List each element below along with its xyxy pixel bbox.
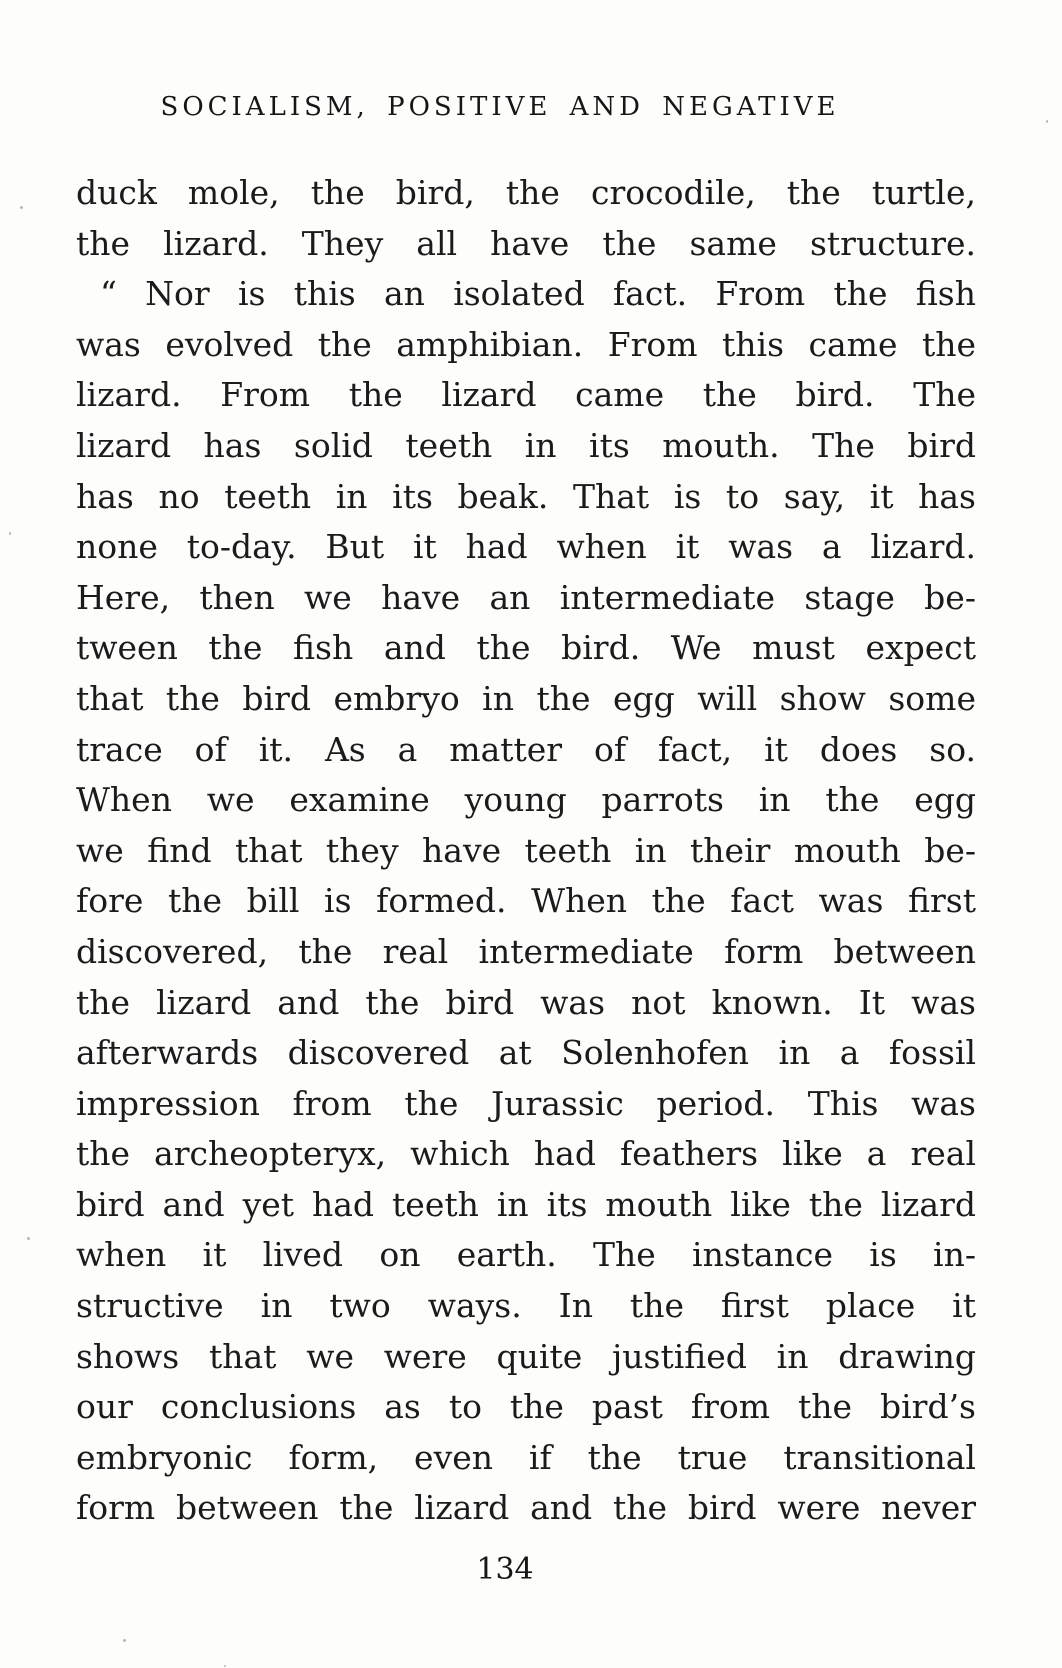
scan-speck [9, 532, 11, 535]
running-header: SOCIALISM, POSITIVE AND NEGATIVE [160, 92, 840, 122]
text-line: was evolved the amphibian. From this came the [76, 324, 976, 364]
text-line: the lizard. They all have the same structure. [76, 223, 976, 263]
text-line: duck mole, the bird, the crocodile, the turtle, [76, 173, 976, 212]
text-line: structive in two ways. In the first place it [76, 1286, 976, 1326]
text-line: discovered, the real intermediate form between [76, 931, 976, 971]
text-line: our conclusions as to the past from the bird’s [76, 1387, 976, 1427]
text-line: that the bird embryo in the egg will show some [76, 678, 976, 718]
text-line: shows that we were quite justified in drawing [76, 1336, 976, 1376]
text-line: Here, then we have an intermediate stage be- [76, 577, 976, 617]
text-line: fore the bill is formed. When the fact was first [76, 881, 976, 921]
body-text [76, 168, 976, 1534]
text-line: none to-day. But it had when it was a lizard. [76, 527, 976, 567]
text-line: When we examine young parrots in the egg [76, 780, 976, 820]
text-line: lizard has solid teeth in its mouth. The bird [76, 425, 976, 465]
text-line: embryonic form, even if the true transitional [76, 1437, 976, 1477]
text-line: “ Nor is this an isolated fact. From the fish [100, 274, 976, 314]
text-line: lizard. From the lizard came the bird. The [76, 375, 976, 415]
text-line: tween the fish and the bird. We must expect [76, 628, 976, 668]
scan-speck [27, 1237, 30, 1240]
text-line: form between the lizard and the bird were never [76, 1488, 976, 1528]
text-line: trace of it. As a matter of fact, it does so. [76, 729, 976, 769]
scan-speck [123, 1639, 126, 1642]
scan-speck [224, 1665, 226, 1667]
text-line: bird and yet had teeth in its mouth like the lizard [76, 1184, 976, 1224]
text-line: afterwards discovered at Solenhofen in a fossil [76, 1033, 976, 1073]
scan-speck [20, 206, 23, 209]
page-number: 134 [476, 1552, 534, 1587]
scan-speck [1046, 120, 1048, 123]
text-line: when it lived on earth. The instance is in- [76, 1235, 976, 1275]
text-line: has no teeth in its beak. That is to say, it has [76, 476, 976, 516]
text-line: we find that they have teeth in their mouth be- [76, 830, 976, 870]
text-line: the lizard and the bird was not known. It was [76, 982, 976, 1022]
text-line: impression from the Jurassic period. This was [76, 1083, 976, 1123]
text-line: the archeopteryx, which had feathers like a real [76, 1134, 976, 1174]
